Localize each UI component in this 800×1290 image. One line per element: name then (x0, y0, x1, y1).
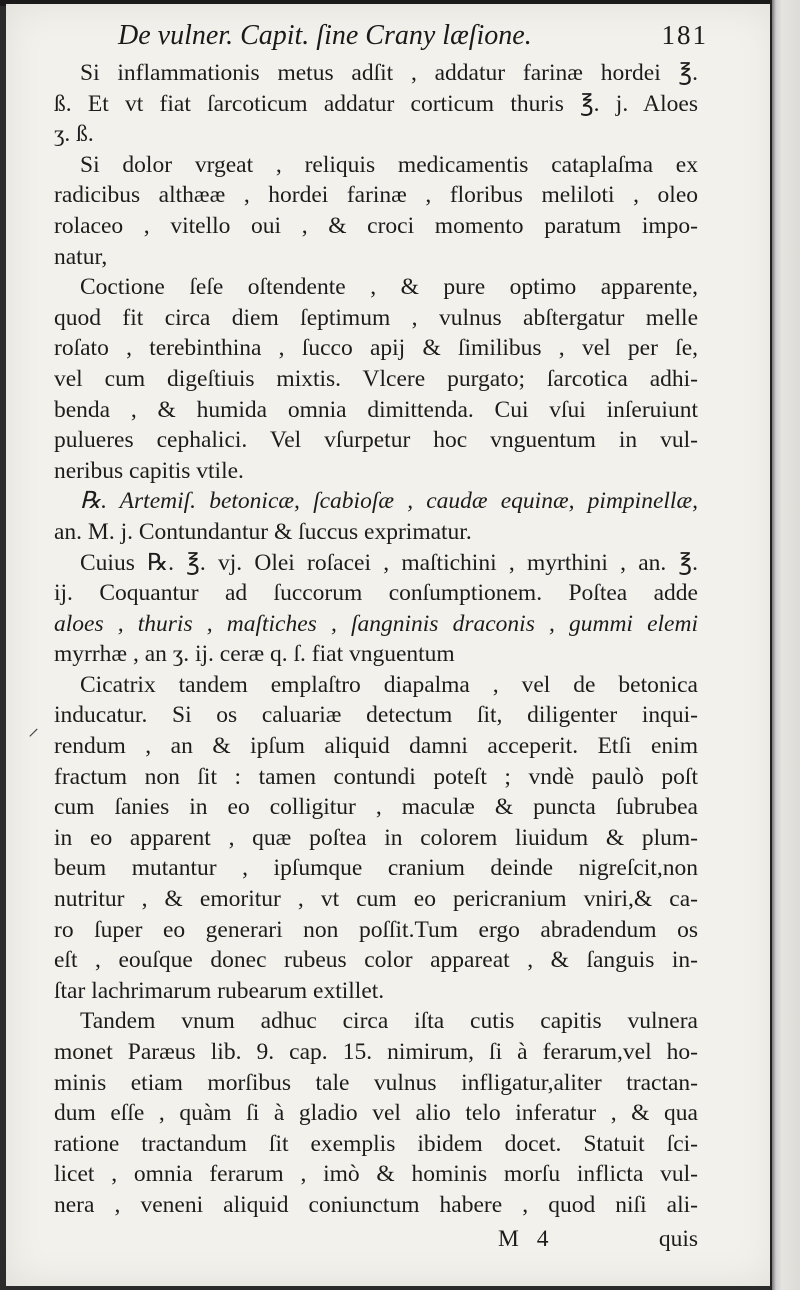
text-line: licet , omnia ferarum , imò & hominis morſu inflicta vul- (54, 1161, 698, 1188)
text-line: Tandem vnum adhuc circa iſta cutis capitis vulnera (80, 1008, 698, 1035)
text-line: rolaceo , vitello oui , & croci momento paratum impo- (54, 212, 698, 239)
text-line: an. M. j. Contundantur & ſuccus exprimatur. (54, 518, 472, 545)
text-line: cum ſanies in eo colligitur , maculæ & puncta ſubrubea (54, 794, 698, 821)
text-line: ℞. Artemiſ. betonicæ, ſcabioſæ , caudæ equinæ, pimpinellæ, (80, 488, 698, 515)
signature-mark: M 4 (498, 1226, 555, 1252)
body-text (54, 58, 698, 1221)
text-line: neribus capitis vtile. (54, 457, 244, 484)
text-line: roſato , terebinthina , ſucco apij & ſimilibus , vel per ſe, (54, 335, 698, 362)
running-title: De vulner. Capit. ſine Crany læſione. (118, 20, 532, 51)
text-line: Si inflammationis metus adſit , addatur farinæ hordei ℥. (80, 60, 698, 86)
text-line: Cuius ℞. ℥. vj. Olei roſacei , maſtichini , myrthini , an. ℥. (80, 549, 698, 576)
text-line: ſtar lachrimarum rubearum extillet. (54, 977, 385, 1004)
text-line: beum mutantur , ipſumque cranium deinde nigreſcit,non (54, 855, 698, 882)
running-head (118, 20, 708, 60)
text-line: pulueres cephalici. Vel vſurpetur hoc vnguentum in vul- (54, 427, 698, 454)
book-page (6, 4, 776, 1286)
text-line: myrrhæ , an ʒ. ij. ceræ q. ſ. fiat vnguentum (54, 641, 455, 668)
text-line: benda , & humida omnia dimittenda. Cui vſui inſeruiunt (54, 396, 698, 423)
text-line: Cicatrix tandem emplaſtro diapalma , vel de betonica (80, 671, 698, 698)
text-line: ij. Coquantur ad ſuccorum conſumptionem. Poſtea adde (54, 580, 698, 607)
text-line: dum eſſe , quàm ſi à gladio vel alio telo inferatur , & qua (54, 1100, 698, 1127)
text-line: vel cum digeſtiuis mixtis. Vlcere purgato; ſarcotica adhi- (54, 365, 698, 392)
text-line: Si dolor vrgeat , reliquis medicamentis cataplaſma ex (80, 151, 698, 178)
next-page-edge (770, 0, 800, 1290)
text-line: ʒ. ß. (54, 121, 94, 148)
text-line: ratione tractandum ſit exemplis ibidem docet. Statuit ſci- (54, 1130, 698, 1157)
text-line: ß. Et vt fiat ſarcoticum addatur corticum thuris ℥. j. Aloes (54, 90, 698, 117)
text-line: minis etiam morſibus tale vulnus infligatur,aliter tractan- (54, 1069, 698, 1096)
page-number: 181 (661, 20, 708, 50)
text-line: natur, (54, 243, 108, 270)
text-line: monet Paræus lib. 9. cap. 15. nimirum, ſi à ferarum,vel ho- (54, 1039, 698, 1065)
text-line: radicibus althææ , hordei farinæ , floribus meliloti , oleo (54, 182, 698, 209)
text-line: ro ſuper eo generari non poſſit.Tum ergo abradendum os (54, 916, 698, 943)
text-line: aloes , thuris , maſtiches , ſangninis draconis , gummi elemi (54, 610, 698, 637)
text-line: fractum non ſit : tamen contundi poteſt ; vndè paulò poſt (54, 763, 698, 790)
text-line: rendum , an & ipſum aliquid damni acceperit. Etſi enim (54, 733, 698, 760)
text-line: in eo apparent , quæ poſtea in colorem liuidum & plum- (54, 824, 698, 851)
signature-line (54, 1222, 698, 1256)
text-line: quod fit circa diem ſeptimum , vulnus abſtergatur melle (54, 304, 698, 331)
text-line: nutritur , & emoritur , vt cum eo pericranium vniri,& ca- (54, 886, 698, 913)
text-line: nera , veneni aliquid coniunctum habere , quod niſi ali- (54, 1191, 698, 1218)
text-line: Coctione ſeſe oſtendente , & pure optimo apparente, (80, 274, 698, 301)
margin-mark: ⸝ (28, 715, 40, 740)
text-line: eſt , eouſque donec rubeus color appareat , & ſanguis in- (54, 947, 698, 974)
catchword: quis (658, 1226, 698, 1252)
text-line: inducatur. Si os caluariæ detectum ſit, diligenter inqui- (54, 702, 698, 729)
